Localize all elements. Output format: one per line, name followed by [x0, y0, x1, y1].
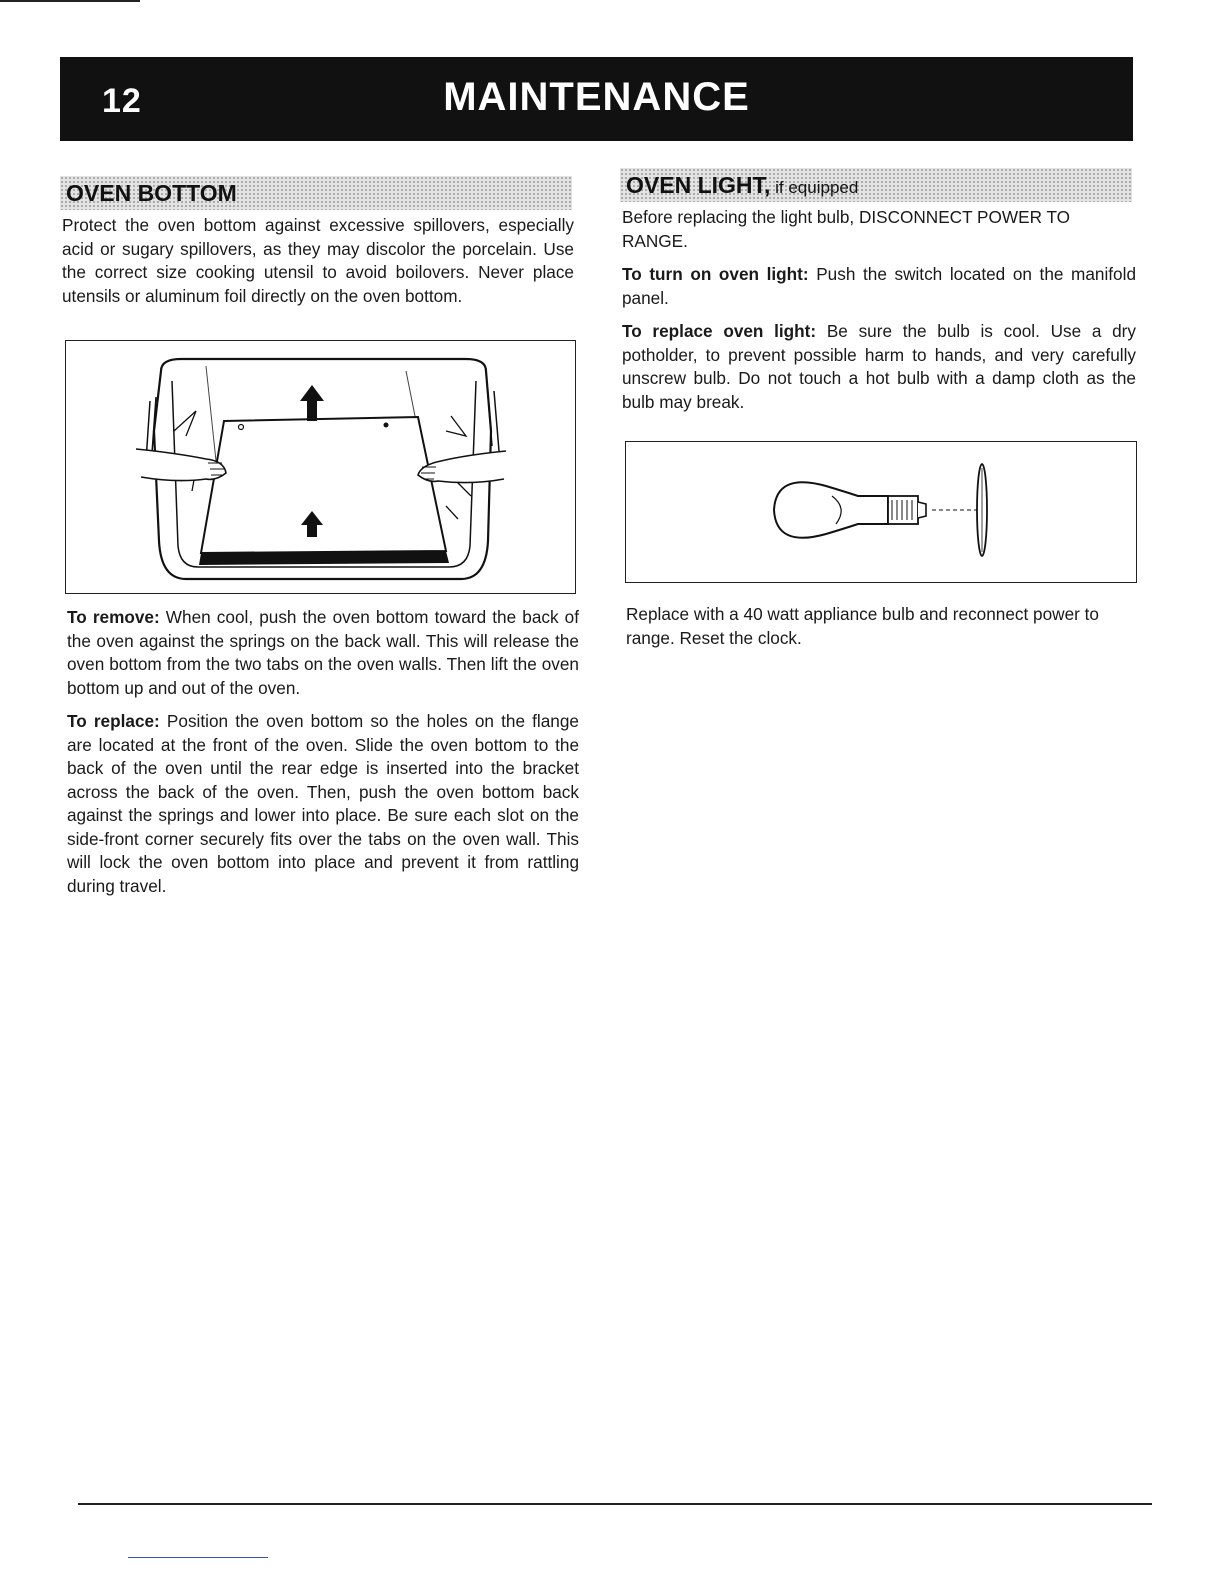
remove-paragraph — [67, 606, 579, 700]
remove-label: To remove: — [67, 607, 160, 627]
footer-rule — [78, 1503, 1152, 1505]
oven-bottom-instructions — [67, 606, 579, 908]
oven-bottom-heading-bar — [60, 176, 572, 210]
page-number: 12 — [102, 82, 142, 120]
replace-bulb-note: Replace with a 40 watt appliance bulb and reconnect power to range. Reset the clock. — [626, 604, 1099, 648]
replace-light-label: To replace oven light: — [622, 321, 817, 341]
replace-text: Position the oven bottom so the holes on the flange are located at the front of the oven. Slide the oven bottom to the back of the oven until the rear edge is inserted into the bracket across the back of the oven. Then, push the oven bottom back against the springs and lower into place. Be sure each slot on the side-front corner securely fits over the tabs on the oven wall. This will lock the oven bottom into place and prevent it from rattling during travel. — [67, 711, 579, 896]
page-title: MAINTENANCE — [443, 75, 750, 119]
oven-light-heading-title: OVEN LIGHT, — [626, 172, 771, 198]
replace-light-paragraph — [622, 320, 1136, 414]
oven-bottom-figure — [65, 340, 576, 594]
top-edge-rule — [0, 0, 140, 2]
oven-light-heading-bar — [620, 168, 1132, 202]
remove-text: When cool, push the oven bottom toward the back of the oven against the springs on the back wall. This will release the oven bottom from the two tabs on the oven walls. Then lift the oven bottom up and out of the oven. — [67, 607, 579, 698]
oven-bottom-intro-block — [62, 214, 574, 318]
replace-label: To replace: — [67, 711, 160, 731]
oven-bottom-heading: OVEN BOTTOM — [66, 180, 237, 206]
header-banner — [60, 57, 1133, 141]
oven-bottom-intro: Protect the oven bottom against excessive spillovers, especially acid or sugary spillovers, as they may discolor the porcelain. Use the correct size cooking utensil to avoid boilovers. Never place utensils or aluminum foil directly on the oven bottom. — [62, 215, 574, 306]
light-bulb-diagram — [626, 442, 1136, 582]
turn-on-label: To turn on oven light: — [622, 264, 809, 284]
oven-bottom-diagram — [66, 341, 575, 593]
replace-paragraph — [67, 710, 579, 898]
turn-on-paragraph — [622, 263, 1136, 310]
oven-light-heading — [626, 172, 858, 199]
oven-light-instructions — [622, 206, 1136, 424]
disconnect-warning: Before replacing the light bulb, DISCONNECT POWER TO RANGE. — [622, 207, 1071, 251]
oven-light-heading-note: if equipped — [770, 178, 859, 197]
turn-on-text: Push the switch located on the manifold panel. — [622, 264, 1136, 308]
light-bulb-figure — [625, 441, 1137, 583]
after-figure-block — [626, 603, 1142, 660]
corner-rule — [128, 1557, 268, 1558]
replace-light-text: Be sure the bulb is cool. Use a dry potholder, to prevent possible harm to hands, and very carefully unscrew bulb. Do not touch a hot bulb with a damp cloth as the bulb may break. — [622, 321, 1137, 412]
